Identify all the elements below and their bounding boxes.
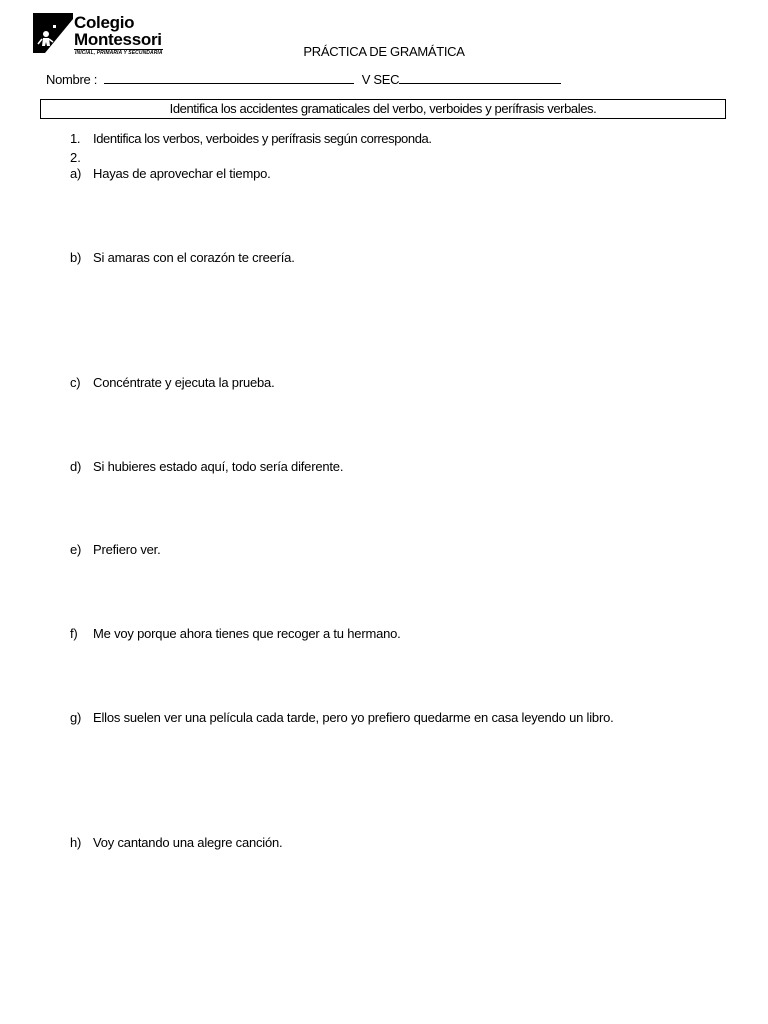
list-item bbox=[70, 710, 614, 725]
list-item bbox=[70, 250, 295, 265]
item-text: Si amaras con el corazón te creería. bbox=[93, 250, 295, 265]
list-item bbox=[70, 542, 161, 557]
section-label: V SEC bbox=[361, 72, 400, 87]
question-heading bbox=[70, 131, 432, 146]
instruction-box: Identifica los accidentes gramaticales del verbo, verboides y perífrasis verbales. bbox=[40, 99, 726, 119]
item-letter: b) bbox=[70, 250, 82, 265]
question-number-next: 2. bbox=[70, 150, 81, 165]
section-blank[interactable] bbox=[399, 73, 561, 84]
page-title: PRÁCTICA DE GRAMÁTICA bbox=[303, 44, 465, 59]
item-text: Ellos suelen ver una película cada tarde, pero yo prefiero quedarme en casa leyendo un libro. bbox=[93, 710, 614, 725]
item-text: Prefiero ver. bbox=[93, 542, 161, 557]
logo-tagline: INICIAL, PRIMARIA Y SECUNDARIA bbox=[75, 50, 163, 56]
list-item bbox=[70, 375, 275, 390]
item-letter: a) bbox=[70, 166, 82, 181]
item-text: Hayas de aprovechar el tiempo. bbox=[93, 166, 271, 181]
logo-text-line1: Colegio bbox=[74, 13, 135, 32]
item-text: Voy cantando una alegre canción. bbox=[93, 835, 283, 850]
item-letter: e) bbox=[70, 542, 82, 557]
item-letter: h) bbox=[70, 835, 82, 850]
item-text: Si hubieres estado aquí, todo sería diferente. bbox=[93, 459, 344, 474]
name-blank[interactable] bbox=[104, 73, 354, 84]
item-letter: d) bbox=[70, 459, 82, 474]
item-text: Me voy porque ahora tienes que recoger a tu hermano. bbox=[93, 626, 401, 641]
list-item bbox=[70, 835, 282, 850]
item-letter: f) bbox=[70, 626, 78, 641]
question-text: Identifica los verbos, verboides y perífrasis según corresponda. bbox=[93, 131, 432, 146]
item-letter: g) bbox=[70, 710, 82, 725]
name-section-line bbox=[46, 72, 561, 87]
list-item bbox=[70, 459, 343, 474]
question-number: 1. bbox=[70, 131, 81, 146]
name-label: Nombre : bbox=[46, 72, 98, 87]
list-item bbox=[70, 166, 271, 181]
item-letter: c) bbox=[70, 375, 81, 390]
logo-text-line2: Montessori bbox=[74, 30, 162, 49]
list-item bbox=[70, 626, 401, 641]
item-text: Concéntrate y ejecuta la prueba. bbox=[93, 375, 275, 390]
